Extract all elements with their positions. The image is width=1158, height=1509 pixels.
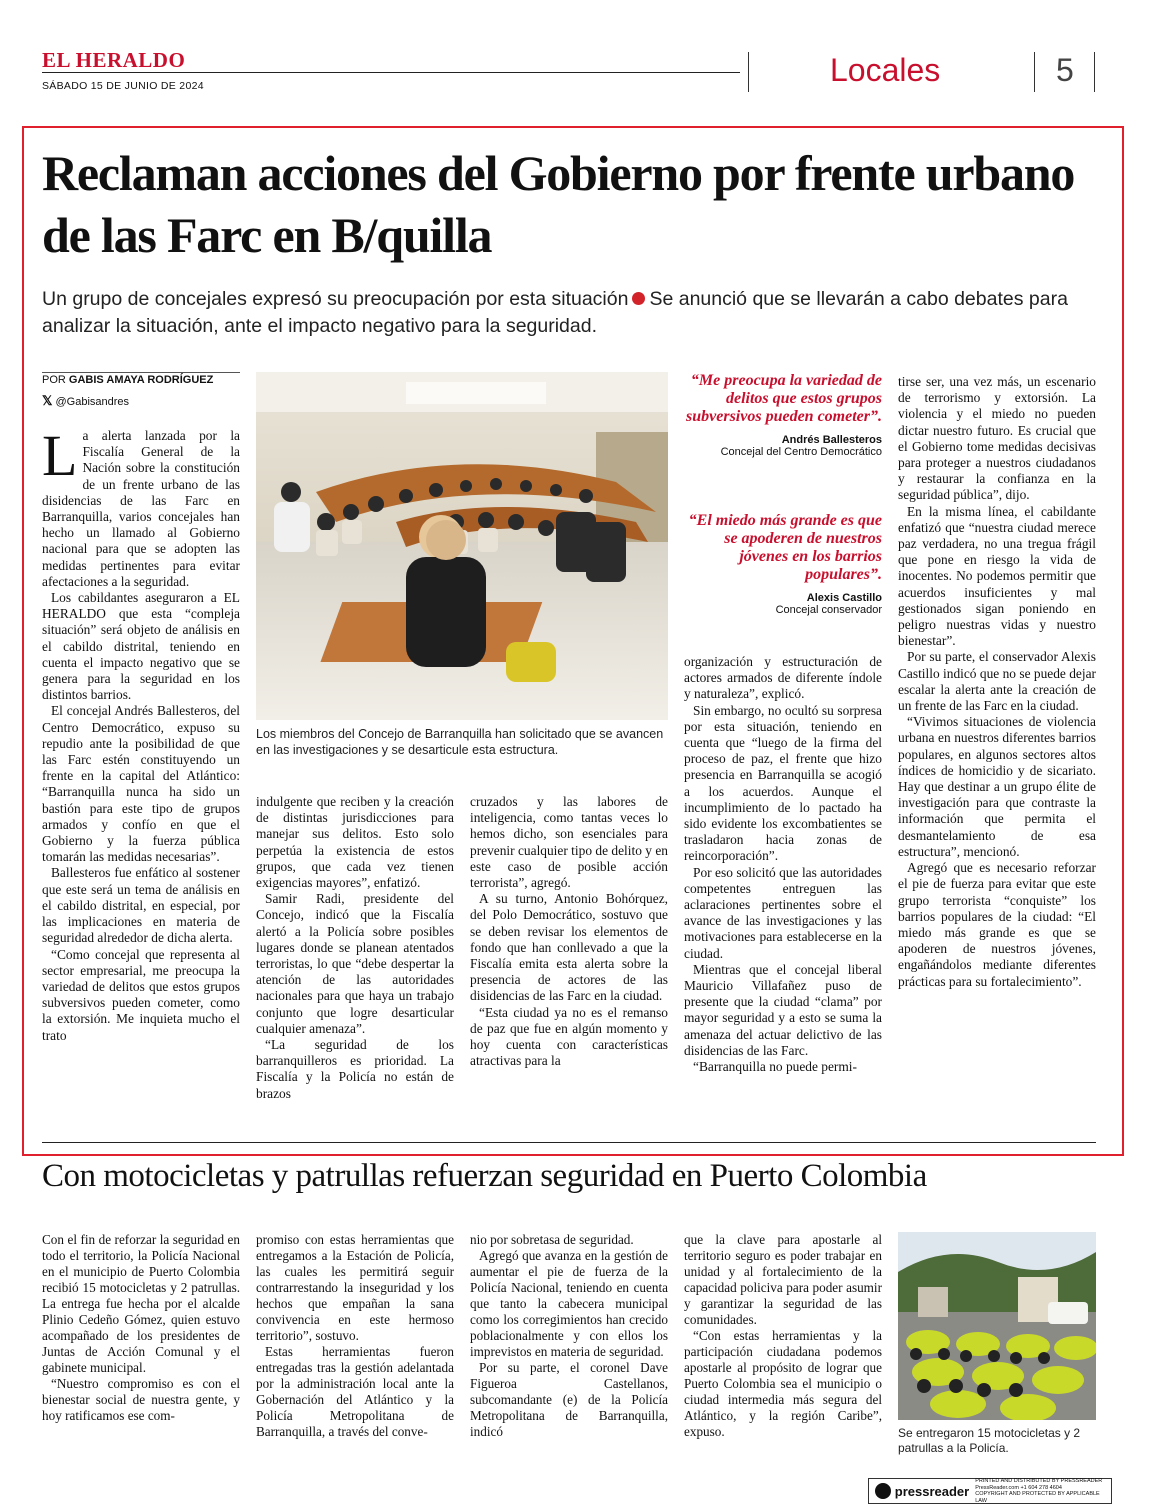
quote-author: Alexis Castillo — [806, 592, 882, 604]
masthead-divider — [1094, 52, 1095, 92]
paragraph: Estas herramientas fueron entregadas tras la gestión adelantada por la administración local ante la Gobernación del Atlántico y la Policía Metropolitana de Barranquilla, a través del conve- — [256, 1344, 454, 1439]
article-column-3 — [470, 794, 668, 1069]
masthead-divider — [1034, 52, 1035, 92]
paragraph: El concejal Andrés Ballesteros, del Centro Democrático, expuso su repudio ante la posibilidad de que las Farc estén constituyendo un frente en la capital del Atlántico: “Barranquilla nunca ha sido un bastión para este tipo de grupos armados y confío en que el Gobierno y la fuerza pública tomarán las medidas necesarias”. — [42, 703, 240, 865]
page-number: 5 — [1056, 52, 1074, 88]
paragraph: “Vivimos situaciones de violencia urbana en nuestros diferentes barrios populares, en algunos sectores altos índices de homicidio y de sicariato. Hay que destinar a un grupo élite de investigación para que contraste la información que permita el desmantelamiento de esa estructura”, mencionó. — [898, 714, 1096, 859]
article-column-1 — [42, 423, 240, 1044]
pull-quote — [684, 512, 882, 616]
paragraph: nio por sobretasa de seguridad. — [470, 1232, 634, 1247]
section-name: Locales — [830, 52, 941, 88]
paragraph: Agregó que avanza en la gestión de aumentar el pie de fuerza de la Policía Nacional, teniendo en cuenta que tanto la cabecera municipal como los corregimientos han crecido poblacionalmente y con ellos los imprevistos en materia de seguridad. — [470, 1248, 668, 1359]
legal-line: PRINTED AND DISTRIBUTED BY PRESSREADER — [975, 1478, 1103, 1484]
second-article-column-2 — [256, 1232, 454, 1440]
paragraph: Agregó que es necesario reforzar el pie de fuerza para evitar que este grupo terrorista “conquiste” los barrios populares de la ciudad: “El miedo más grande es que se apoderen de nuestros jóvenes, engañándolos mediante diferentes prácticas para su fortalecimiento”. — [898, 860, 1096, 989]
masthead-rule — [42, 72, 740, 73]
quote-author-role: Concejal del Centro Democrático — [720, 446, 882, 458]
pressreader-logo-icon — [875, 1483, 891, 1499]
paragraph: “Nuestro compromiso es con el bienestar social de nuestra gente, y hoy ratificamos ese com- — [42, 1376, 240, 1423]
paragraph: Con el fin de reforzar la seguridad en todo el territorio, la Policía Nacional en el municipio de Puerto Colombia recibió 15 motocicletas y 2 patrullas. La entrega fue hecha por el alcalde Plinio Cedeño Gómez, quien estuvo acompañado de los presidentes de Juntas de Acción Comunal y el gabinete municipal. — [42, 1232, 240, 1375]
paragraph: “Como concejal que representa al sector empresarial, me preocupa la variedad de delitos que estos grupos subversivos pueden cometer, como la extorsión. Me inquieta mucho el trato — [42, 946, 240, 1043]
x-logo-icon: 𝕏 — [42, 393, 53, 408]
pull-quote — [684, 372, 882, 458]
subhead-part-b: Se anunció que se llevarán a cabo debates para analizar la situación, ante el impacto negativo para la seguridad. — [42, 288, 1068, 337]
paragraph: “Con estas herramientas y la participación ciudadana podemos apostarle al propósito de lograr que Puerto Colombia sea el municipio o ciudad intermedia más segura del Atlántico, y la región Caribe”, expuso. — [684, 1328, 882, 1439]
paragraph: Por eso solicitó que las autoridades competentes entreguen las aclaraciones pertinentes sobre el avance de las investigaciones y las motivaciones para establecerse en la ciudad. — [684, 864, 882, 961]
second-article-column-1 — [42, 1232, 240, 1424]
article-separator — [42, 1142, 1096, 1143]
paragraph: Por su parte, el conservador Alexis Castillo indicó que no se puede dejar escalar la alerta ante la creación de un frente de las Farc en la ciudad. — [898, 649, 1096, 714]
paragraph: Los cabildantes aseguraron a EL HERALDO que esta “compleja situación” será objeto de análisis en el cabildo distrital, teniendo en cuenta el impacto negativo que se genera para la seguridad en los distintos barrios. — [42, 590, 240, 703]
article-headline: Reclaman acciones del Gobierno por frente urbano de las Farc en B/quilla — [42, 145, 1075, 263]
paragraph: A su turno, Antonio Bohórquez, del Polo Democrático, sostuvo que se deben revisar los elementos de fondo que han conllevado a que la Fiscalía emita esta alerta sobre la presencia de actores de las disidencias de las Farc en la ciudad. — [470, 891, 668, 1004]
newspaper-logo: EL HERALDO — [42, 48, 186, 72]
paragraph: Ballesteros fue enfático al sostener que este será un tema de análisis en el cabildo distrital, en especial, por las implicaciones en materia de seguridad alrededor de dicha alerta. — [42, 865, 240, 946]
article-column-5 — [898, 374, 1096, 990]
pressreader-badge[interactable] — [868, 1478, 1112, 1504]
paragraph: “Barranquilla no puede permi- — [693, 1059, 857, 1075]
legal-line: PressReader.com +1 604 278 4604 — [975, 1484, 1062, 1491]
legal-line: COPYRIGHT AND PROTECTED BY APPLICABLE LAW — [975, 1491, 1100, 1504]
photo-caption: Los miembros del Concejo de Barranquilla han solicitado que se avancen en las investigaciones y se desarticule esta estructura. — [256, 727, 664, 757]
paragraph: promiso con estas herramientas que entregamos a la Estación de Policía, las cuales les permitirá seguir contrarrestando la inseguridad y los hechos que empañan la sana convivencia en este hermoso territorio”, sostuvo. — [256, 1232, 454, 1343]
paragraph: “La seguridad de los barranquilleros es prioridad. La Fiscalía y la Policía no están de brazos — [256, 1037, 454, 1101]
quote-author-role: Concejal conservador — [775, 604, 882, 616]
drop-cap: L — [42, 423, 78, 488]
handle-text: @Gabisandres — [55, 396, 130, 408]
pressreader-legal — [975, 1478, 1111, 1504]
paragraph: “Esta ciudad ya no es el remanso de paz que fue en algún momento y hoy cuenta con características atractivas para la — [470, 1004, 668, 1069]
paragraph: Mientras que el concejal liberal Mauricio Villafañez puso de presente que la ciudad “clama” por mayor seguridad y a esto se suma la amenaza del actuar delictivo de las disidencias de las Farc. — [684, 961, 882, 1058]
quote-text: “El miedo más grande es que se apoderen de nuestros jóvenes en los barrios populares”. — [688, 512, 882, 583]
motorcycles-photo — [898, 1232, 1096, 1420]
paragraph: que la clave para apostarle al territorio seguro es poder trabajar en unidad y al fortalecimiento de la capacidad policiva para poder asumir y garantizar la seguridad de las comunidades. — [684, 1232, 882, 1327]
paragraph: indulgente que reciben y la creación de distintas jurisdicciones para manejar sus delitos. Esto solo perpetúa la existencia de estos grupos, que cada vez tienen exigencias mayores”, enfatizó. — [256, 794, 454, 891]
subhead-part-a: Un grupo de concejales expresó su preocupación por esta situación — [42, 288, 629, 310]
paragraph: Por su parte, el coronel Dave Figueroa Castellanos, subcomandante (e) de la Policía Metropolitana de Barranquilla, indicó — [470, 1360, 668, 1439]
paragraph: Samir Radi, presidente del Concejo, indicó que la Fiscalía alertó a la Policía sobre posibles lugares donde se planean atentados terroristas, lo que “debe despertar la atención de las autoridades nacionales para que haya un trabajo conjunto que logre desarticular cualquier amenaza”. — [256, 891, 454, 1036]
paragraph: Sin embargo, no ocultó su sorpresa por esta situación, teniendo en cuenta que “luego de la firma del proceso de paz, el frente que hizo presencia en Barranquilla se acogió a los acuerdos. Aunque el incumplimiento de lo pactado ha sido evidente los excombatientes se trasladaron hacia zonas de reincorporación”. — [684, 702, 882, 864]
byline-rule — [42, 372, 240, 373]
masthead-divider — [748, 52, 749, 92]
article-column-4 — [684, 654, 882, 1075]
author-name: GABIS AMAYA RODRÍGUEZ — [68, 374, 214, 386]
second-article-column-3 — [470, 1232, 668, 1440]
paragraph: tirse ser, una vez más, un escenario de terrorismo y extorsión. La violencia y el miedo no pueden dictar nuestro futuro. Es crucial que el Gobierno tome medidas decisivas para proteger a nuestros ciudadanos y restaurar la confianza en la seguridad pública”, dijo. — [898, 374, 1096, 503]
second-photo-caption: Se entregaron 15 motocicletas y 2 patrullas a la Policía. — [898, 1426, 1081, 1455]
pressreader-brand: pressreader — [894, 1483, 970, 1499]
second-article-column-4 — [684, 1232, 882, 1440]
second-article-headline: Con motocicletas y patrullas refuerzan seguridad en Puerto Colombia — [42, 1158, 927, 1194]
quote-text: “Me preocupa la variedad de delitos que estos grupos subversivos pueden cometer”. — [686, 372, 882, 425]
byline — [42, 374, 213, 386]
paragraph: En la misma línea, el cabildante enfatizó que “nuestra ciudad merece paz verdadera, no una tregua frágil que pone en riesgo la vida de inocentes. No podemos permitir que acuerdos insuficientes y mal gestionados sigan poniendo en peligro nuestras vidas y nuestro bienestar”. — [898, 503, 1096, 649]
author-handle[interactable] — [42, 393, 129, 409]
paragraph: cruzados y las labores de inteligencia, como tantas veces lo hemos dicho, son esenciales para prevenir cualquier tipo de delito y en este caso de posible acción terrorista”, agregó. — [470, 794, 668, 891]
article-column-2 — [256, 794, 454, 1102]
council-session-photo — [256, 372, 668, 720]
issue-date: SÁBADO 15 DE JUNIO DE 2024 — [42, 80, 204, 92]
bullet-dot-icon — [632, 292, 645, 305]
article-subhead — [42, 286, 1102, 340]
paragraph: organización y estructuración de actores armados de diferente índole y naturaleza”, explicó. — [684, 654, 882, 702]
paragraph: La alerta lanzada por la Fiscalía General de la Nación sobre la constitución de un frente urbano de las disidencias de las Farc en Barranquilla, varios concejales han hecho un llamado al Gobierno nacional para que se adopten las medidas pertinentes para evitar afectaciones a la seguridad. — [42, 423, 240, 589]
byline-prefix: POR — [42, 374, 66, 386]
quote-author: Andrés Ballesteros — [781, 434, 882, 446]
